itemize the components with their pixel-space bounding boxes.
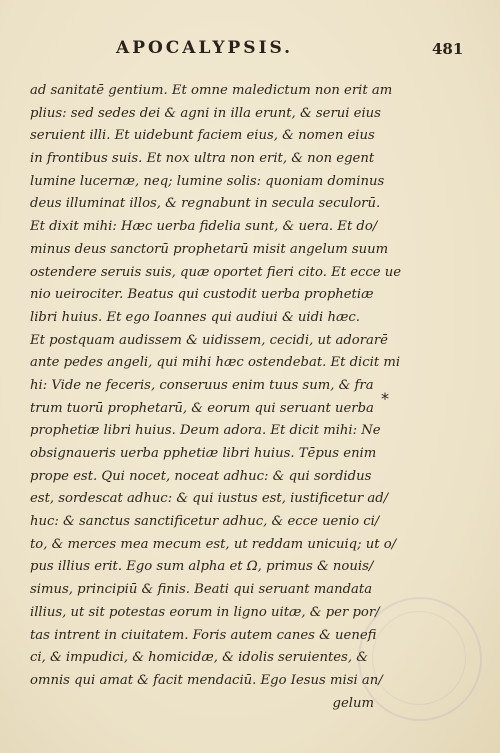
text-line: minus deus sanctorū prophetarū misit angelum suum <box>30 241 389 257</box>
text-line: prophetiæ libri huius. Deum adora. Et dicit mihi: Ne <box>30 423 381 439</box>
text-line: libri huius. Et ego Ioannes qui audiui & uidi hæc. <box>30 309 360 325</box>
text-line: Et dixit mihi: Hæc uerba fidelia sunt, & uera. Et do/ <box>30 219 378 235</box>
marginal-asterisk: * <box>381 389 389 408</box>
text-line: Et postquam audissem & uidissem, cecidi, ut adorarē <box>30 332 388 348</box>
text-line: ad sanitatē gentium. Et omne maledictum non erit am <box>30 83 393 98</box>
text-line: huc: & sanctus sanctificetur adhuc, & ecce uenio ci/ <box>30 514 380 530</box>
text-line: obsignaueris uerba pphetiæ libri huius. Tēpus enim <box>30 446 377 461</box>
library-stamp-inner <box>372 611 466 705</box>
text-line: trum tuorū prophetarū, & eorum qui seruant uerba <box>30 400 374 416</box>
catchword: gelum <box>332 695 374 711</box>
text-line: hi: Vide ne feceris, conseruus enim tuus sum, & fra <box>30 377 374 393</box>
text-line: illius, ut sit potestas eorum in ligno uitæ, & per por/ <box>30 604 380 620</box>
text-line: est, sordescat adhuc: & qui iustus est, iustificetur ad/ <box>30 491 389 507</box>
body-text <box>30 80 430 715</box>
page-number: 481 <box>432 40 464 58</box>
text-line: deus illuminat illos, & regnabunt in secula seculorū. <box>30 196 381 212</box>
library-stamp <box>358 597 482 721</box>
text-line: plius: sed sedes dei & agni in illa erunt, & serui eius <box>30 105 381 121</box>
text-line: ci, & impudici, & homicidæ, & idolis seruientes, & <box>30 650 368 666</box>
text-line: tas intrent in ciuitatem. Foris autem canes & uenefi <box>30 627 377 643</box>
text-line: pus illius erit. Ego sum alpha et Ω, primus & nouis/ <box>30 559 374 575</box>
text-line: seruient illi. Et uidebunt faciem eius, & nomen eius <box>30 128 375 144</box>
text-line: omnis qui amat & facit mendaciū. Ego Iesus misi an/ <box>30 672 383 688</box>
text-line: ante pedes angeli, qui mihi hæc ostendebat. Et dicit mi <box>30 355 401 371</box>
text-line: prope est. Qui nocet, noceat adhuc: & qui sordidus <box>30 468 372 484</box>
text-line: in frontibus suis. Et nox ultra non erit, & non egent <box>30 151 375 167</box>
text-line: lumine lucernæ, neq; lumine solis: quoniam dominus <box>30 173 385 189</box>
text-line: simus, principiū & finis. Beati qui seruant mandata <box>30 582 373 598</box>
text-line: to, & merces mea mecum est, ut reddam unicuiq; ut o/ <box>30 536 397 552</box>
page-header <box>0 38 500 66</box>
running-head: APOCALYPSIS. <box>116 38 294 58</box>
text-line: nio ueirociter. Beatus qui custodit uerba prophetiæ <box>30 287 374 303</box>
text-line: ostendere seruis suis, quæ oportet fieri cito. Et ecce ue <box>30 264 402 280</box>
